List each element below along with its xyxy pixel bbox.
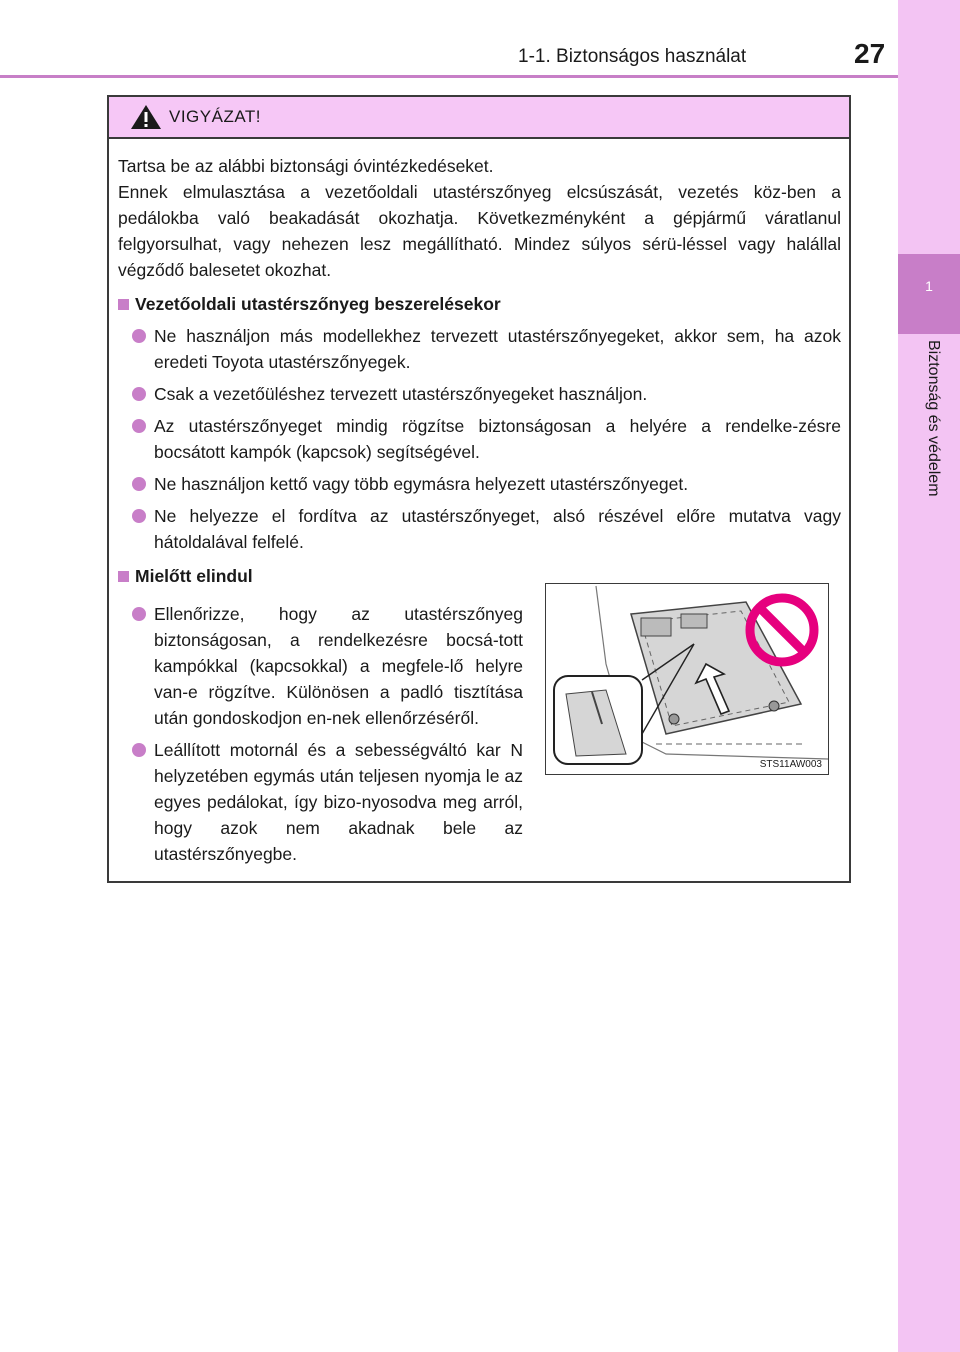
- square-bullet-icon: [118, 299, 129, 310]
- page-number: 27: [854, 38, 886, 69]
- list-item-text: Ne helyezze el fordítva az utastérszőnyeget, alsó részével előre mutatva vagy hátoldalával felfelé.: [154, 506, 841, 552]
- intro-line: Tartsa be az alábbi biztonsági óvintézkedéseket.: [118, 156, 494, 176]
- warning-title: VIGYÁZAT!: [169, 107, 262, 126]
- header-rule: [0, 75, 898, 78]
- floor-mat-illustration: [545, 583, 829, 775]
- bullet-dot-icon: [132, 477, 146, 491]
- side-tab: [898, 0, 960, 1352]
- side-tab-label: Biztonság és védelem: [925, 340, 942, 497]
- warning-triangle-icon: [129, 103, 163, 131]
- section-heading-text: Mielőtt elindul: [135, 566, 253, 586]
- bullet-dot-icon: [132, 743, 146, 757]
- bullet-dot-icon: [132, 607, 146, 621]
- bullet-dot-icon: [132, 419, 146, 433]
- list-item-text: Ne használjon más modellekhez tervezett utastérszőnyegeket, akkor sem, ha azok eredeti Toyota utastérszőnyegek.: [154, 326, 841, 372]
- list-item-text: Leállított motornál és a sebességváltó kar N helyzetében egymás után teljesen nyomja le az egyes pedálokat, így bizo-nyosodva meg arról, hogy azok nem akadnak bele az utastérszőnyegbe.: [154, 740, 523, 864]
- list-item: [132, 471, 841, 497]
- list-item-text: Csak a vezetőüléshez tervezett utastérszőnyegeket használjon.: [154, 384, 648, 404]
- illustration-code: STS11AW003: [759, 759, 822, 770]
- bullet-dot-icon: [132, 329, 146, 343]
- side-tab-chapter-number: [898, 254, 960, 334]
- bullet-dot-icon: [132, 509, 146, 523]
- square-bullet-icon: [118, 571, 129, 582]
- list-item: [132, 323, 841, 375]
- left-column: [118, 595, 523, 867]
- warning-box: [107, 95, 851, 883]
- section-heading-text: Vezetőoldali utastérszőnyeg beszerelésekor: [135, 294, 501, 314]
- list-item-text: Az utastérszőnyeget mindig rögzítse biztonságosan a helyére a rendelke-zésre bocsátott kampók (kapcsok) segítségével.: [154, 416, 841, 462]
- warning-intro: [118, 153, 841, 283]
- list-item: [132, 601, 523, 731]
- intro-line: Ennek elmulasztása a vezetőoldali utastérszőnyeg elcsúszását, vezetés köz-ben a pedálokba való beakadását okozhatja. Következményként a gépjármű váratlanul felgyorsulhat, vagy nehezen lesz megállítható. Mindez súlyos sérü-léssel vagy halállal végződő balesetet okozhat.: [118, 182, 841, 280]
- list-item: [132, 503, 841, 555]
- list-item-text: Ellenőrizze, hogy az utastérszőnyeg biztonságosan, a rendelkezésre bocsá-tott kampókkal (kapcsokkal) a megfele-lő helyre van-e rögzítve. Különösen a padló tisztítása után gondoskodjon en-nek ellenőrzéséről.: [154, 604, 523, 728]
- section-title: 1-1. Biztonságos használat: [518, 46, 747, 67]
- warning-header: [109, 97, 849, 139]
- list-item: [132, 413, 841, 465]
- side-tab-number-text: 1: [925, 278, 933, 294]
- list-item-text: Ne használjon kettő vagy több egymásra helyezett utastérszőnyeget.: [154, 474, 689, 494]
- list-item: [132, 381, 841, 407]
- bullet-dot-icon: [132, 387, 146, 401]
- prohibition-icon: [744, 592, 820, 668]
- section-heading: [118, 291, 841, 317]
- list-item: [132, 737, 523, 867]
